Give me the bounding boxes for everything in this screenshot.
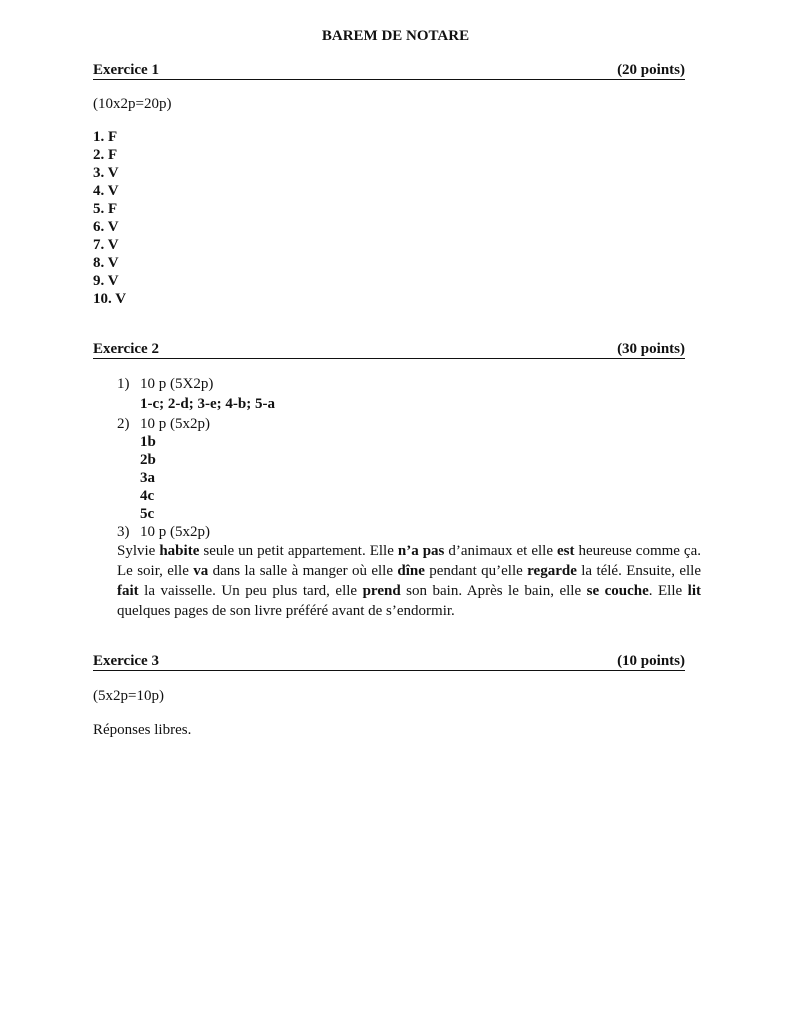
exercise1-answer: 3. V xyxy=(93,165,119,181)
paragraph-segment: son bain. Après le bain, elle xyxy=(400,583,587,599)
exercise1-answer: 5. F xyxy=(93,201,118,217)
paragraph-segment: prend xyxy=(362,583,401,599)
exercise2-item2-answer: 5c xyxy=(140,506,155,522)
paragraph-segment: seule un petit appartement. Elle xyxy=(199,543,398,559)
item-scoring: 10 p (5X2p) xyxy=(140,376,214,392)
paragraph-segment: la vaisselle. Un peu plus tard, elle xyxy=(138,583,363,599)
paragraph-segment: Sylvie xyxy=(117,543,160,559)
page-title: BAREM DE NOTARE xyxy=(321,28,470,44)
paragraph-segment: d’animaux et elle xyxy=(444,543,557,559)
paragraph-segment: se couche xyxy=(586,583,649,599)
exercise2-item2-answer: 1b xyxy=(140,434,156,450)
paragraph-segment: heureuse comme ça. Le soir, elle xyxy=(117,543,701,579)
paragraph-segment: . Elle xyxy=(648,583,688,599)
paragraph-segment: fait xyxy=(117,583,139,599)
item-number: 2) xyxy=(117,416,130,432)
exercise1-answer: 10. V xyxy=(93,291,127,307)
exercise3-points: (10 points) xyxy=(617,653,685,669)
exercise2-header xyxy=(93,341,685,359)
exercise1-scoring: (10x2p=20p) xyxy=(93,96,172,112)
exercise3-header xyxy=(93,653,685,671)
paragraph-segment: la télé. Ensuite, elle xyxy=(576,563,701,579)
paragraph-segment: n’a pas xyxy=(397,543,445,559)
exercise2-item1-answer: 1-c; 2-d; 3-e; 4-b; 5-a xyxy=(140,396,275,412)
exercise2-item xyxy=(117,523,210,541)
exercise1-answer: 2. F xyxy=(93,147,118,163)
exercise1-answer: 1. F xyxy=(93,129,118,145)
paragraph-segment: va xyxy=(193,563,209,579)
paragraph-segment: lit xyxy=(687,583,702,599)
exercise2-paragraph xyxy=(117,541,701,621)
item-scoring: 10 p (5x2p) xyxy=(140,416,210,432)
exercise1-answer: 6. V xyxy=(93,219,119,235)
exercise2-item xyxy=(117,375,213,393)
item-scoring: 10 p (5x2p) xyxy=(140,524,210,540)
exercise3-scoring: (5x2p=10p) xyxy=(93,688,164,704)
exercise2-points: (30 points) xyxy=(617,341,685,357)
paragraph-segment: habite xyxy=(159,543,200,559)
exercise3-title: Exercice 3 xyxy=(93,653,159,669)
exercise3-note: Réponses libres. xyxy=(93,722,192,738)
exercise1-points: (20 points) xyxy=(617,62,685,78)
exercise1-answer: 7. V xyxy=(93,237,119,253)
exercise1-answer: 8. V xyxy=(93,255,119,271)
exercise2-item2-answer: 3a xyxy=(140,470,155,486)
paragraph-segment: pendant qu’elle xyxy=(424,563,528,579)
paragraph-segment: quelques pages de son livre préféré avant de s’endormir. xyxy=(117,603,455,619)
paragraph-segment: dans la salle à manger où elle xyxy=(208,563,398,579)
paragraph-segment: dîne xyxy=(397,563,425,579)
item-number: 1) xyxy=(117,376,130,392)
exercise1-answer: 9. V xyxy=(93,273,119,289)
item-number: 3) xyxy=(117,524,130,540)
exercise1-answer: 4. V xyxy=(93,183,119,199)
exercise2-title: Exercice 2 xyxy=(93,341,159,357)
exercise1-header xyxy=(93,62,685,80)
exercise2-item2-answer: 4c xyxy=(140,488,155,504)
paragraph-segment: regarde xyxy=(527,563,577,579)
exercise2-item2-answer: 2b xyxy=(140,452,156,468)
exercise2-item xyxy=(117,415,210,433)
paragraph-segment: est xyxy=(556,543,575,559)
exercise1-title: Exercice 1 xyxy=(93,62,159,78)
